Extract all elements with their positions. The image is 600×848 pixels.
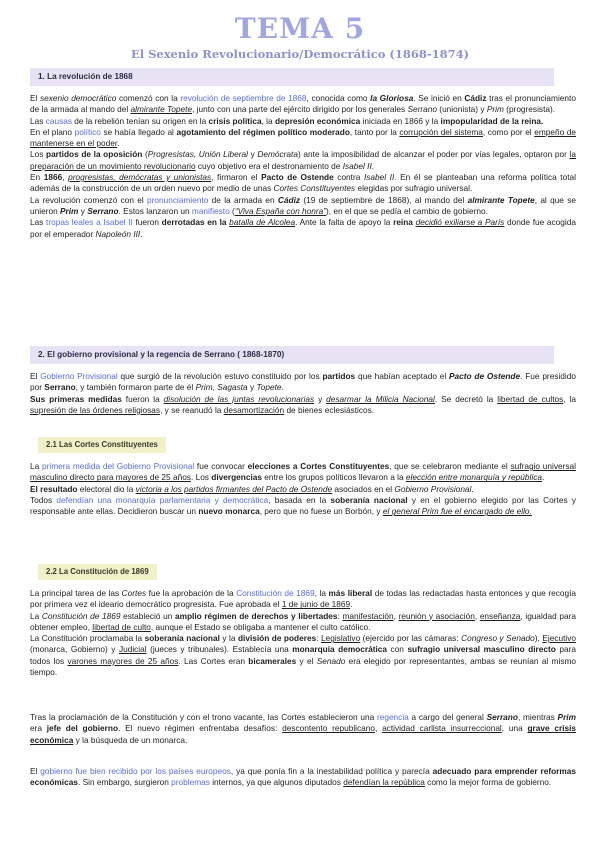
page-subtitle: El Sexenio Revolucionario/Democrático (1868-1874): [130, 47, 470, 61]
paragraph: La primera medida del Gobierno Provisional fue convocar elecciones a Cortes Constituyentes, que se celebraron mediante el sufragio universal masculino directo para mayores de 25 años. Los divergencias entre los grupos políticos llevaron a la elección entre monarquía y república.: [30, 461, 576, 483]
paragraph: Las tropas leales a Isabel II fueron derrotadas en la batalla de Alcolea. Ante la falta de apoyo la reina decidió exiliarse a París donde fue acogida por el emperador Napoleón III.: [30, 217, 576, 239]
subsection-heading-2-2: 2.2 La Constitución de 1869: [38, 564, 157, 580]
section-1-body: [30, 93, 576, 240]
subsection-heading-2-1: 2.1 Las Cortes Constituyentes: [38, 437, 166, 453]
regency-body: [30, 712, 576, 746]
paragraph: Las causas de la rebelión tenían su origen en la crisis política, la depresión económica iniciada en 1866 y la impopularidad de la reina.: [30, 115, 544, 126]
paragraph: El sexenio democrático comenzó con la revolución de septiembre de 1868, conocida como la Gloriosa. Se inició en Cádiz tras el pronunciamiento de la armada al mando del almirante Topete, junto con una parte del ejército dirigido por los generales Serrano (unionista) y Prim (progresista).: [30, 93, 576, 115]
section-heading-1: 1. La revolución de 1868: [30, 68, 554, 86]
section-2-body: [30, 371, 576, 416]
paragraph: La revolución comenzó con el pronunciamiento de la armada en Cádiz (19 de septiembre de 1868), al mando del almirante Topete, al que se unieron Prim y Serrano. Estos lanzaron un manifiesto (“Viva España con honra”), en el que se pedía el cambio de gobierno.: [30, 194, 576, 216]
section-heading-2: 2. El gobierno provisional y la regencia de Serrano ( 1868-1870): [30, 346, 554, 364]
subsection-2-2-body: [30, 588, 576, 678]
page-title: TEMA 5: [234, 12, 366, 45]
paragraph: Los partidos de la oposición (Progresistas, Unión Liberal y Demócrata) ante la imposibilidad de alcanzar el poder por vías legales, optaron por la preparación de un movimiento revolucionario cuyo objetivo era el destronamiento de Isabel II.: [30, 149, 576, 171]
paragraph: Sus primeras medidas fueron la disolución de las juntas revolucionarias y desarmar la Milicia Nacional. Se decretó la libertad de cultos, la supresión de las órdenes religiosas, y se reanudó la desamortización de bienes eclesiásticos.: [30, 393, 576, 415]
paragraph: La Constitución proclamaba la soberanía nacional y la división de poderes: Legislativo (ejercido por las cámaras: Congreso y Senado), Ejecutivo (monarca, Gobierno) y Judicial (jueces y tribunales). Establecía una monarquía democrática con sufragio universal masculino directo para todos los varones mayores de 25 años. Las Cortes eran bicamerales y el Senado era elegido por representantes, ambas se reunían al mismo tiempo.: [30, 633, 576, 678]
paragraph: El gobierno fue bien recibido por los países europeos, ya que ponía fin a la inestabilidad política y parecía adecuado para emprender reformas económicas. Sin embargo, surgieron problemas internos, ya que algunos diputados defendían la república como la mejor forma de gobierno.: [30, 766, 577, 788]
reception-body: [30, 766, 576, 789]
paragraph: La principal tarea de las Cortes fue la aprobación de la Constitución de 1869, la más liberal de todas las redactadas hasta entonces y que recogía por primera vez el ideario democrático progresista. Fue aprobada el 1 de junio de 1869.: [30, 588, 576, 610]
paragraph: El resultado electoral dio la victoria a los partidos firmantes del Pacto de Ostende asociados en el Gobierno Provisional.: [30, 483, 474, 494]
paragraph: Tras la proclamación de la Constitución y con el trono vacante, las Cortes establecieron una regencia a cargo del general Serrano, mientras Prim era jefe del gobierno. El nuevo régimen enfrentaba desafíos: descontento republicano, actividad carlista insurreccional, una grave crisis económica y la búsqueda de un monarca.: [30, 712, 577, 745]
paragraph: El Gobierno Provisional que surgió de la revolución estuvo constituido por los partidos que habían aceptado el Pacto de Ostende. Fue presidido por Serrano, y también formaron parte de él Prim, Sagasta y Topete.: [30, 371, 576, 393]
paragraph: En el plano político se había llegado al agotamiento del régimen político moderado, tanto por la corrupción del sistema, como por el empeño de mantenerse en el poder.: [30, 126, 576, 149]
paragraph: La Constitución de 1869 estableció un amplio régimen de derechos y libertades: manifestación, reunión y asociación, enseñanza, igualdad para obtener empleo, libertad de culto, aunque el Estado se obligaba a mantener el culto católico.: [30, 610, 576, 632]
subsection-2-1-body: [30, 461, 576, 517]
paragraph: En 1866, progresistas, demócratas y unionistas, firmaron el Pacto de Ostende contra Isabel II. En él se planteaban una reforma política total además de la construcción de un orden nuevo por medio de unas Cortes Constituyentes elegidas por sufragio universal.: [30, 172, 576, 194]
paragraph: Todos defendían una monarquía parlamentaria y democrática, basada en la soberanía nacional y en el gobierno elegido por las Cortes y responsable ante ellas. Decidieron buscar un nuevo monarca, pero que no fuese un Borbón, y el general Prim fue el encargado de ello.: [30, 494, 577, 517]
